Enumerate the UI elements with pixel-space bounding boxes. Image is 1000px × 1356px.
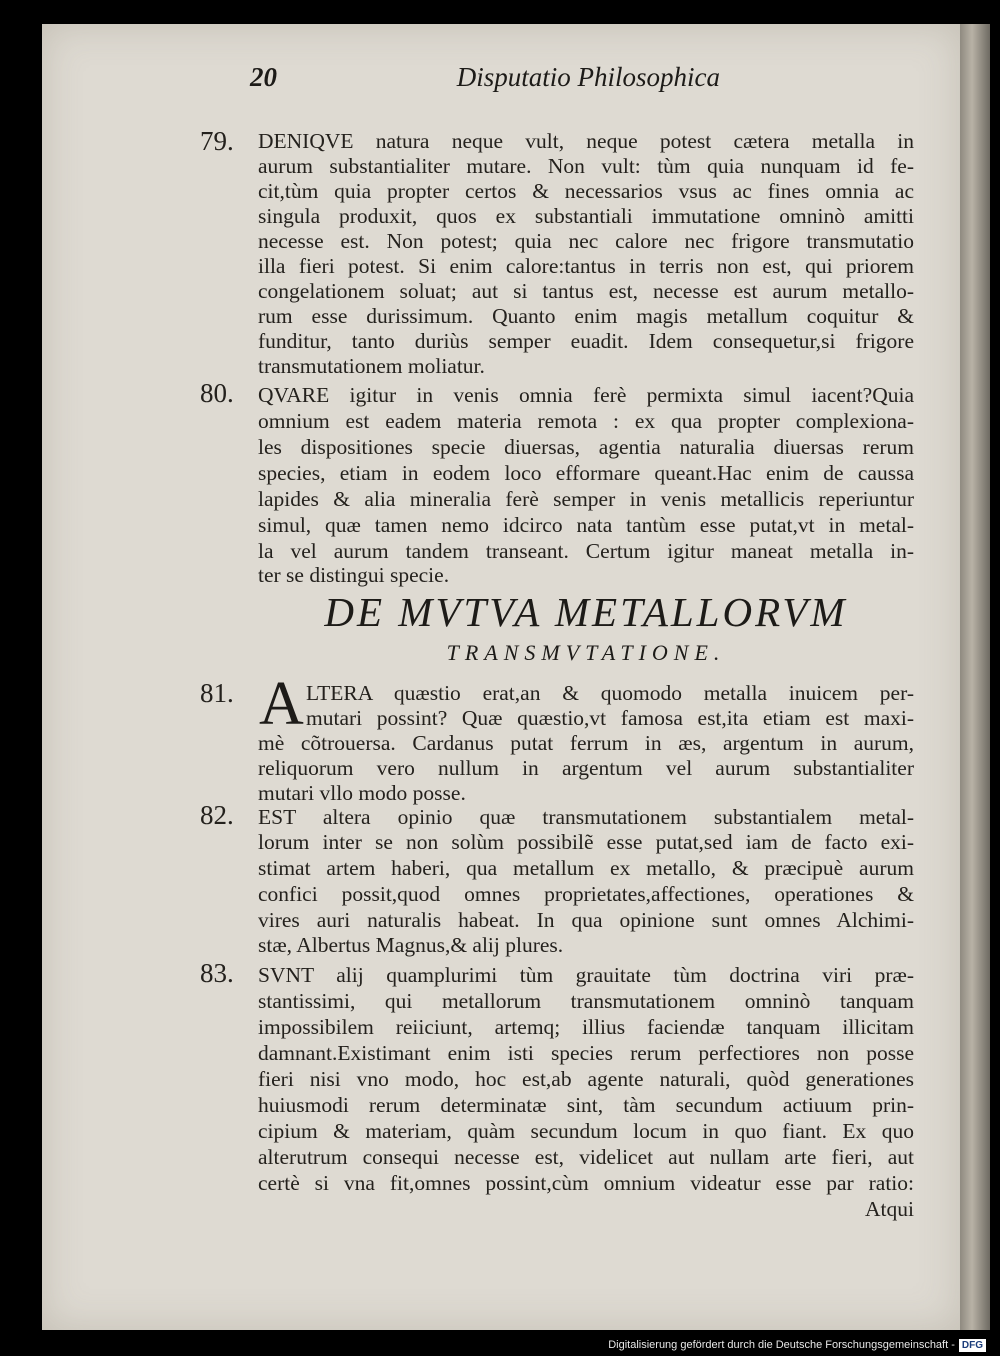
text-line: impossibilem reiiciunt, artemq; illius faciendæ tanquam illicitam: [258, 1015, 914, 1039]
paragraph-number-80: 80.: [200, 378, 234, 408]
page-gutter: [960, 24, 990, 1330]
text-line: fieri nisi vno modo, hoc est,ab agente naturali, quòd generationes: [258, 1067, 914, 1091]
text-line: simul, quæ tamen nemo idcirco nata tantùm esse putat,vt in metal-: [258, 513, 914, 537]
paragraph-number-83: 83.: [200, 958, 234, 988]
text-line: certè si vna fit,omnes possint,cùm omnium videatur esse par ratio:: [258, 1171, 914, 1195]
footer-text: Digitalisierung gefördert durch die Deutsche Forschungsgemeinschaft -: [608, 1339, 955, 1351]
section-subheading: TRANSMVTATIONE.: [446, 640, 726, 665]
text-line: la vel aurum tandem transeant. Certum igitur maneat metalla in-: [258, 539, 914, 563]
running-head: [250, 62, 720, 102]
text-line: cipium & materiam, quàm secundum locum in quo fiant. Ex quo: [258, 1119, 914, 1143]
dfg-logo: DFG: [959, 1339, 986, 1352]
text-line: aurum substantialiter mutare. Non vult: tùm quia nunquam id fe-: [258, 154, 914, 178]
text-line: vires auri naturalis habeat. In qua opinione sunt omnes Alchimi-: [258, 908, 914, 932]
text-line: necesse est. Non potest; quia nec calore nec frigore transmutatio: [258, 229, 914, 253]
text-line: EST altera opinio quæ transmutationem substantialem metal-: [258, 805, 914, 829]
text-line: transmutationem moliatur.: [258, 354, 485, 378]
section-heading: DE MVTVA METALLORVM: [324, 589, 848, 635]
text-line: illa fieri potest. Si enim calore:tantus in terris non est, qui priorem: [258, 254, 914, 278]
text-line: huiusmodi rerum determinatæ sint, tàm secundum actiuum prin-: [258, 1093, 914, 1117]
text-line: species, etiam in eodem loco efformare queant.Hac enim de caussa: [258, 461, 914, 485]
text-line: DENIQVE natura neque vult, neque potest cætera metalla in: [258, 129, 914, 153]
text-line: cit,tùm quia propter certos & necessarios vsus ac fines omnia ac: [258, 179, 914, 203]
text-line: SVNT alij quamplurimi tùm grauitate tùm doctrina viri præ-: [258, 963, 914, 987]
text-line: omnium est eadem materia remota : ex qua propter complexiona-: [258, 409, 914, 433]
text-line: alterutrum consequi necesse est, videlicet aut nullam arte fieri, aut: [258, 1145, 914, 1169]
text-line: mutari possint? Quæ quæstio,vt famosa est,ita etiam est maxi-: [306, 706, 914, 730]
text-line: damnant.Existimant enim isti species rerum perfectiores non posse: [258, 1041, 914, 1065]
text-line: LTERA quæstio erat,an & quomodo metalla inuicem per-: [306, 681, 914, 705]
catchword: Atqui: [865, 1197, 914, 1221]
paragraph-number-82: 82.: [200, 800, 234, 830]
text-line: confici possit,quod omnes proprietates,affectiones, operationes &: [258, 882, 914, 906]
text-line: funditur, tanto duriùs semper euadit. Idem consequetur,si frigore: [258, 329, 914, 353]
text-line: reliquorum vero nullum in argentum vel aurum substantialiter: [258, 756, 914, 780]
paragraph-number-79: 79.: [200, 126, 234, 156]
digitization-footer: [608, 1337, 986, 1353]
text-line: QVARE igitur in venis omnia ferè permixta simul iacent?Quia: [258, 383, 914, 407]
text-line: les dispositiones specie diuersas, agentia naturalia diuersas rerum: [258, 435, 914, 459]
text-line: mè cõtrouersa. Cardanus putat ferrum in æs, argentum in aurum,: [258, 731, 914, 755]
text-line: stimat artem haberi, qua metallum ex metallo, & præcipuè aurum: [258, 856, 914, 880]
text-line: lorum inter se non solùm possibilẽ esse putat,sed iam de facto exi-: [258, 830, 914, 854]
drop-cap: A: [259, 670, 304, 738]
text-line: ter se distingui specie.: [258, 563, 450, 587]
running-title: Disputatio Philosophica: [456, 62, 720, 92]
text-line: congelationem soluat; aut si tantus est, necesse est aurum metallo-: [258, 279, 914, 303]
paragraph-number-81: 81.: [200, 678, 234, 708]
text-line: stæ, Albertus Magnus,& alij plures.: [258, 933, 564, 957]
text-line: singula produxit, quos ex substantiali immutatione omninò amitti: [258, 204, 914, 228]
text-line: stantissimi, qui metallorum transmutationem omninò tanquam: [258, 989, 914, 1013]
page-number: 20: [250, 62, 277, 92]
text-line: mutari vllo modo posse.: [258, 781, 466, 805]
text-line: rum esse durissimum. Quanto enim magis metallum coquitur &: [258, 304, 914, 328]
text-line: lapides & alia mineralia ferè semper in venis metallicis reperiuntur: [258, 487, 914, 511]
